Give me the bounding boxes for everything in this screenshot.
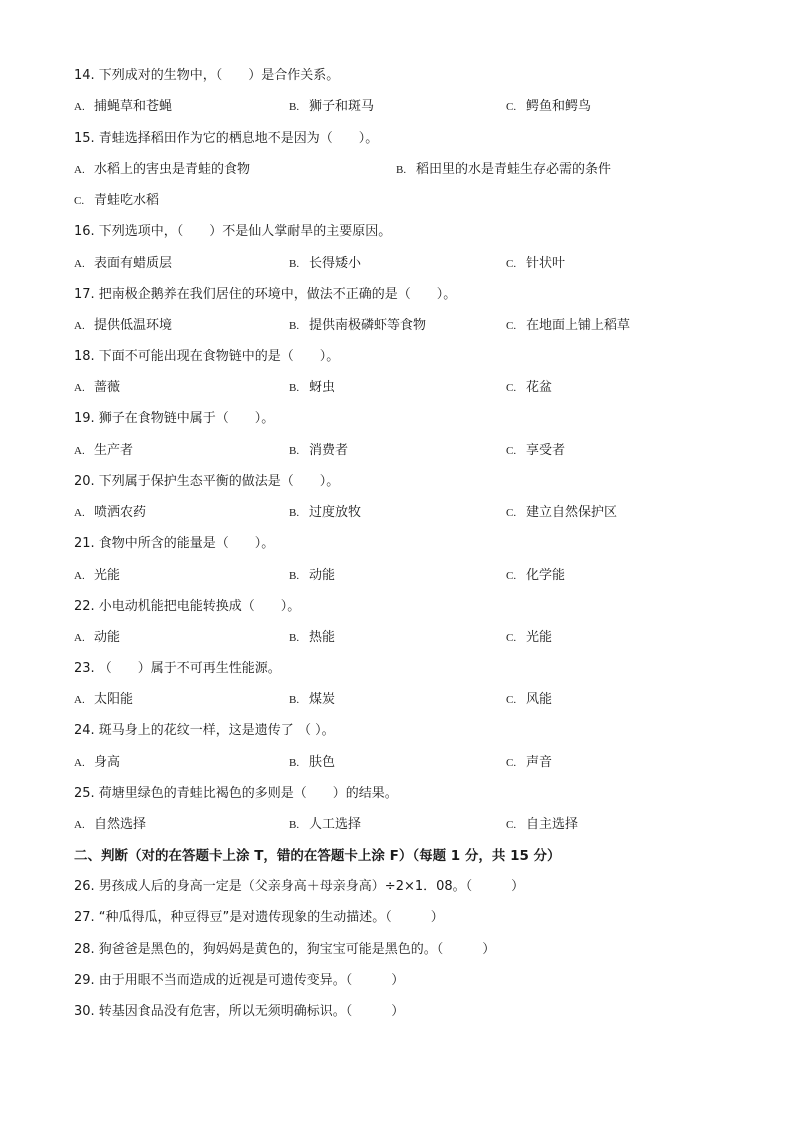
judgement-29: 29. 由于用眼不当而造成的近视是可遗传变异。（ ） bbox=[74, 973, 405, 988]
question-20-option-c: C. 建立自然保护区 bbox=[506, 505, 618, 520]
question-24-stem: 24. 斑马身上的花纹一样，这是遗传了 （ ）。 bbox=[74, 723, 335, 738]
question-14-stem: 14. 下列成对的生物中，（ ）是合作关系。 bbox=[74, 68, 340, 83]
question-24-option-c: C. 声音 bbox=[506, 755, 553, 770]
question-24-option-b: B. 肤色 bbox=[289, 755, 336, 770]
question-23-option-c: C. 风能 bbox=[506, 692, 553, 707]
question-16-option-c: C. 针状叶 bbox=[506, 256, 566, 271]
question-25-option-c: C. 自主选择 bbox=[506, 817, 579, 832]
judgement-27: 27. “种瓜得瓜，种豆得豆”是对遗传现象的生动描述。（ ） bbox=[74, 910, 444, 925]
question-20-stem: 20. 下列属于保护生态平衡的做法是（ ）。 bbox=[74, 474, 340, 489]
question-25-option-b: B. 人工选择 bbox=[289, 817, 362, 832]
judgement-30: 30. 转基因食品没有危害，所以无须明确标识。（ ） bbox=[74, 1004, 405, 1019]
question-19-option-b: B. 消费者 bbox=[289, 443, 349, 458]
section-2-heading: 二、判断（对的在答题卡上涂 T，错的在答题卡上涂 F）（每题 1 分，共 15 分） bbox=[74, 848, 561, 864]
question-21-stem: 21. 食物中所含的能量是（ ）。 bbox=[74, 536, 275, 551]
question-17-option-a: A. 提供低温环境 bbox=[74, 318, 173, 333]
question-20-option-b: B. 过度放牧 bbox=[289, 505, 362, 520]
question-16-option-a: A. 表面有蜡质层 bbox=[74, 256, 173, 271]
question-23-stem: 23. （ ）属于不可再生性能源。 bbox=[74, 661, 281, 676]
question-14-option-a: A. 捕蝇草和苍蝇 bbox=[74, 99, 173, 114]
question-17-option-c: C. 在地面上铺上稻草 bbox=[506, 318, 631, 333]
question-17-option-b: B. 提供南极磷虾等食物 bbox=[289, 318, 427, 333]
question-22-stem: 22. 小电动机能把电能转换成（ ）。 bbox=[74, 599, 301, 614]
question-21-option-b: B. 动能 bbox=[289, 568, 336, 583]
question-23-option-a: A. 太阳能 bbox=[74, 692, 134, 707]
question-18-option-a: A. 蔷薇 bbox=[74, 380, 121, 395]
question-15-option-a: A. 水稻上的害虫是青蛙的食物 bbox=[74, 162, 251, 177]
judgement-28: 28. 狗爸爸是黑色的，狗妈妈是黄色的，狗宝宝可能是黑色的。（ ） bbox=[74, 942, 496, 957]
question-21-option-c: C. 化学能 bbox=[506, 568, 566, 583]
question-19-stem: 19. 狮子在食物链中属于（ ）。 bbox=[74, 411, 275, 426]
question-19-option-a: A. 生产者 bbox=[74, 443, 134, 458]
question-23-option-b: B. 煤炭 bbox=[289, 692, 336, 707]
question-25-stem: 25. 荷塘里绿色的青蛙比褐色的多则是（ ）的结果。 bbox=[74, 786, 398, 801]
question-18-option-b: B. 蚜虫 bbox=[289, 380, 336, 395]
question-17-stem: 17. 把南极企鹅养在我们居住的环境中，做法不正确的是（ ）。 bbox=[74, 287, 457, 302]
question-16-option-b: B. 长得矮小 bbox=[289, 256, 362, 271]
question-24-option-a: A. 身高 bbox=[74, 755, 121, 770]
question-14-option-c: C. 鳄鱼和鳄鸟 bbox=[506, 99, 592, 114]
question-18-option-c: C. 花盆 bbox=[506, 380, 553, 395]
question-22-option-a: A. 动能 bbox=[74, 630, 121, 645]
question-18-stem: 18. 下面不可能出现在食物链中的是（ ）。 bbox=[74, 349, 340, 364]
question-16-stem: 16. 下列选项中，（ ）不是仙人掌耐旱的主要原因。 bbox=[74, 224, 392, 239]
question-21-option-a: A. 光能 bbox=[74, 568, 121, 583]
judgement-26: 26. 男孩成人后的身高一定是（父亲身高＋母亲身高）÷2×1．08。（ ） bbox=[74, 879, 525, 894]
question-22-option-b: B. 热能 bbox=[289, 630, 336, 645]
question-19-option-c: C. 享受者 bbox=[506, 443, 566, 458]
question-22-option-c: C. 光能 bbox=[506, 630, 553, 645]
question-15-stem: 15. 青蛙选择稻田作为它的栖息地不是因为（ ）。 bbox=[74, 131, 379, 146]
question-20-option-a: A. 喷洒农药 bbox=[74, 505, 147, 520]
question-15-option-b: B. 稻田里的水是青蛙生存必需的条件 bbox=[396, 162, 612, 177]
question-25-option-a: A. 自然选择 bbox=[74, 817, 147, 832]
question-14-option-b: B. 狮子和斑马 bbox=[289, 99, 375, 114]
question-15-option-c: C. 青蛙吃水稻 bbox=[74, 193, 160, 208]
